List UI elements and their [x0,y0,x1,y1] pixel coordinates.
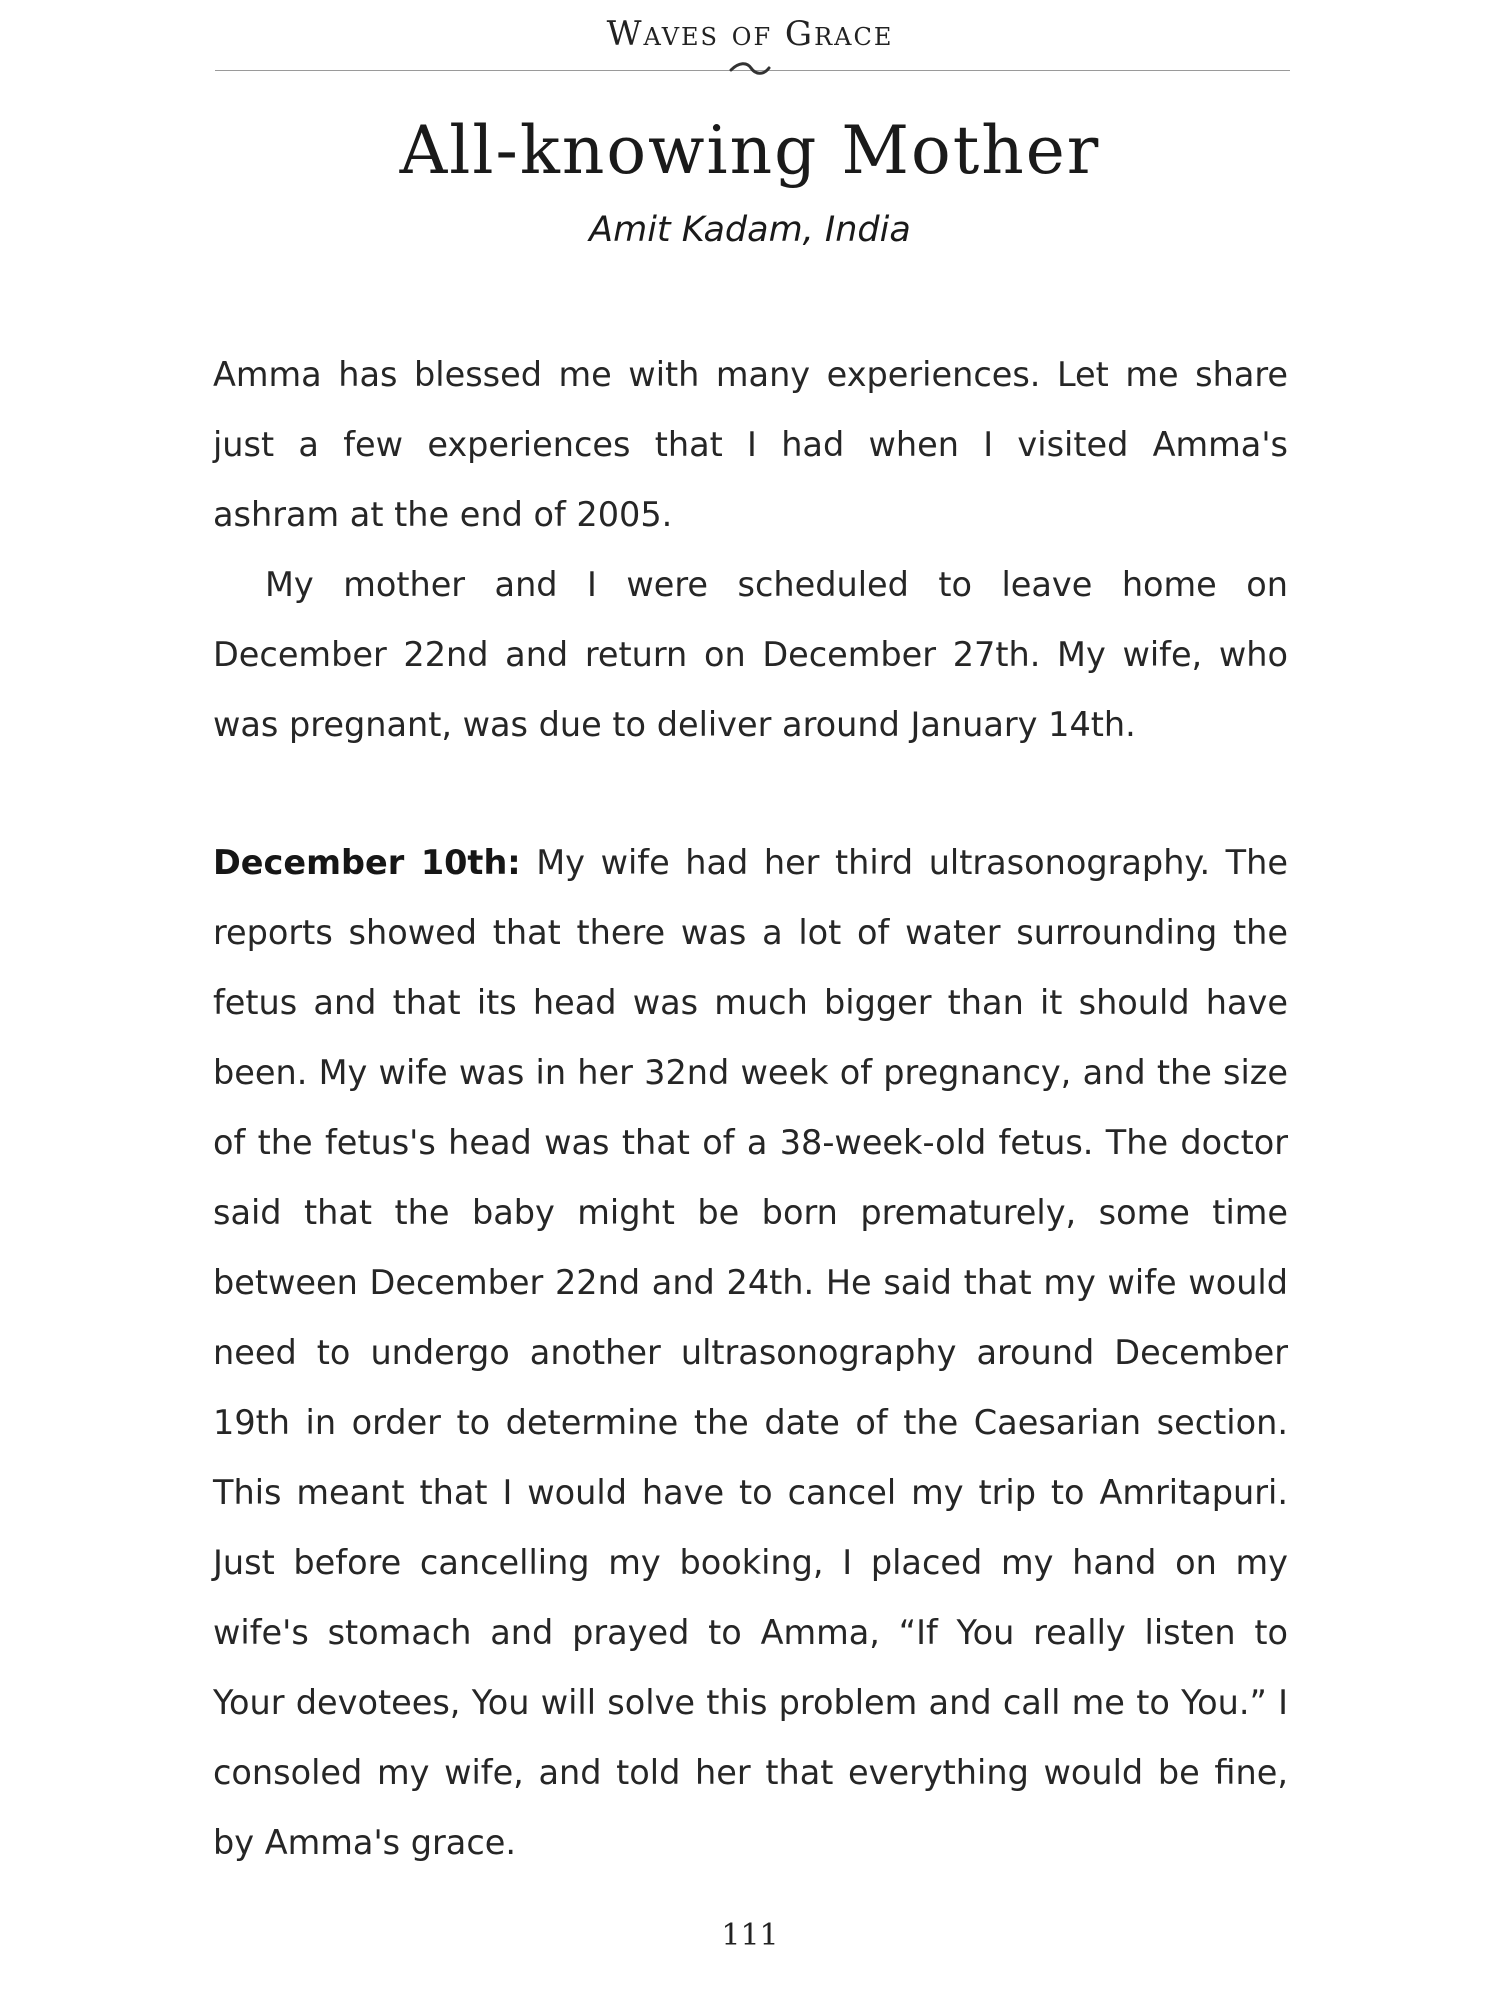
author-byline: Amit Kadam, India [589,210,911,250]
paragraph-december-10-text: My wife had her third ultrasonography. The reports showed that there was a lot of water surrounding the fetus and that its head was much bigger than it should have been. My wife was in her 32nd week of pregnancy, and the size of the fetus's head was that of a 38-week-old fetus. The doctor said that the baby might be born prematurely, some time between December 22nd and 24th. He said that my wife would need to undergo another ultrasonography around December 19th in order to determine the date of the Caesarian section. This meant that I would have to cancel my trip to Amritapuri. Just before cancelling my booking, I placed my hand on my wife's stomach and prayed to Amma, “If You really listen to Your devotees, You will solve this problem and call me to You.” I consoled my wife, and told her that everything would be fine, by Amma's grace. [213,843,1288,1862]
article-title: All-knowing Mother [399,112,1101,189]
flourish-ornament-icon [725,58,775,82]
paragraph-december-10 [213,828,1288,1878]
date-lead-in: December 10th: [213,843,521,882]
page-number: 111 [721,1918,779,1953]
running-header: Waves of Grace [606,14,894,54]
paragraph-schedule: My mother and I were scheduled to leave home on December 22nd and return on December 27th. My wife, who was pregnant, was due to deliver around January 14th. [213,565,1288,744]
paragraph-intro: Amma has blessed me with many experiences. Let me share just a few experiences that I had when I visited Amma's ashram at the end of 2005. [213,355,1288,534]
